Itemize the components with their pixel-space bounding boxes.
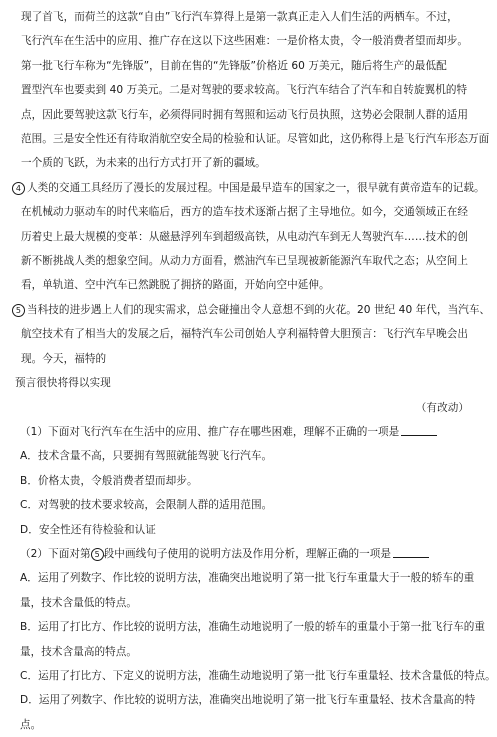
passage-line: 第一批飞行车称为“先锋版”，目前在售的“先锋版”价格近 60 万美元，随后将生产的最低配 <box>21 59 447 72</box>
passage-line: 现。今天，福特的 <box>21 352 107 365</box>
passage-line: 现了首飞，而荷兰的这款“自由”飞行汽车算得上是第一款真正走入人们生活的两栖车。不过， <box>21 11 458 23</box>
paragraph-5 <box>15 298 491 420</box>
option-a-continued: 量，技术含量低的特点。 <box>20 596 138 609</box>
question-stem-text: 段中画线句子使用的说明方法及作用分析，理解正确的一项是 <box>103 547 392 560</box>
paragraph-4 <box>15 176 485 298</box>
option-d-continued: 点。 <box>20 718 42 731</box>
passage-line-text: 人类的交通工具经历了漫长的发展过程。中国是最早造车的国家之一，很早就有黄帝造车的记载。 <box>27 181 485 194</box>
passage-line: 新不断挑战人类的想象空间。从动力方面看，燃油汽车已呈现被新能源汽车取代之态；从空间上 <box>21 255 469 268</box>
question-stem-text: （1）下面对飞行汽车在生活中的应用、推广存在哪些困难，理解不正确的一项是 <box>20 425 400 438</box>
passage-line <box>15 298 491 322</box>
passage-line: 预言很快将得以实现 <box>15 377 111 390</box>
passage-line: 航空技术有了相当大的发展之后，福特汽车公司创始人亨利福特曾大胆预言：飞行汽车早晚会出 <box>21 328 469 341</box>
passage-continuation <box>20 5 490 176</box>
option-a: A．技术含量不高，只要拥有驾照就能驾驶飞行汽车。 <box>20 450 273 463</box>
question-stem <box>20 542 483 566</box>
option-d: D．运用了列数字、作比较的说明方法，准确突出地说明了第一批飞行车重量轻、技术含量高的特 <box>20 694 476 707</box>
question-stem <box>20 420 483 444</box>
passage-line: 历着史上最大规模的变革：从磁悬浮列车到超级高铁，从电动汽车到无人驾驶汽车……技术的创 <box>21 230 469 243</box>
passage-line: 范围。三是安全性还有待取消航空安全局的检验和认证。尽管如此，这仍称得上是飞行汽车形态万面 <box>21 133 490 146</box>
answer-blank[interactable] <box>401 424 437 436</box>
option-b: B．价格太贵，令般消费者望而却步。 <box>20 474 198 487</box>
paragraph-number-ref: 5 <box>91 548 104 561</box>
passage-line: 置型汽车也要卖到 40 万美元。二是对驾驶的要求较高。飞行汽车结合了汽车和自转旋翼机的特 <box>21 84 468 97</box>
source-note: （有改动） <box>415 401 469 414</box>
option-c: C．对驾驶的技术要求较高，会限制人群的适用范围。 <box>20 499 273 512</box>
paragraph-number-5: 5 <box>12 304 25 317</box>
passage-line: 飞行汽车在生活中的应用、推广存在这以下这些困难：一是价格太贵，令一般消费者望而却步。 <box>21 35 469 48</box>
option-c: C．运用了打比方、下定义的说明方法，准确生动地说明了第一批飞行车重量轻、技术含量低的特点。 <box>20 669 496 682</box>
option-a: A．运用了列数字、作比较的说明方法，准确突出地说明了第一批飞行车重量大于一般的轿车的重 <box>20 572 475 585</box>
passage-line: 看，单轨道、空中汽车已然跳脱了拥挤的路面，开始向空中延伸。 <box>21 279 330 292</box>
passage-line: 点，因此要驾驶这款飞行车，必须得同时拥有驾照和运动飞行员执照，这势必会限制人群的适用 <box>21 108 469 121</box>
passage-line: 在机械动力驱动车的时代来临后，西方的造车技术逐渐占据了主导地位。如今，交通领域正在经 <box>21 206 469 219</box>
question-stem-text: （2）下面对第 <box>20 547 91 560</box>
question-1 <box>20 420 483 542</box>
option-d: D．安全性还有待检验和认证 <box>20 523 156 536</box>
paragraph-number-4: 4 <box>12 182 25 195</box>
option-b: B．运用了打比方、作比较的说明方法，准确生动地说明了一般的轿车的重量小于第一批飞行车的重 <box>20 621 485 634</box>
question-2 <box>20 542 496 737</box>
answer-blank[interactable] <box>393 546 429 558</box>
passage-line: 一个质的飞跃，为未来的出行方式打开了新的疆域。 <box>21 157 266 170</box>
passage-line-text: 当科技的进步遇上人们的现实需求，总会碰撞出令人意想不到的火花。20 世纪 40 年代，当汽车、 <box>27 303 491 316</box>
passage-line <box>15 176 485 200</box>
option-b-continued: 量，技术含量高的特点。 <box>20 645 138 658</box>
